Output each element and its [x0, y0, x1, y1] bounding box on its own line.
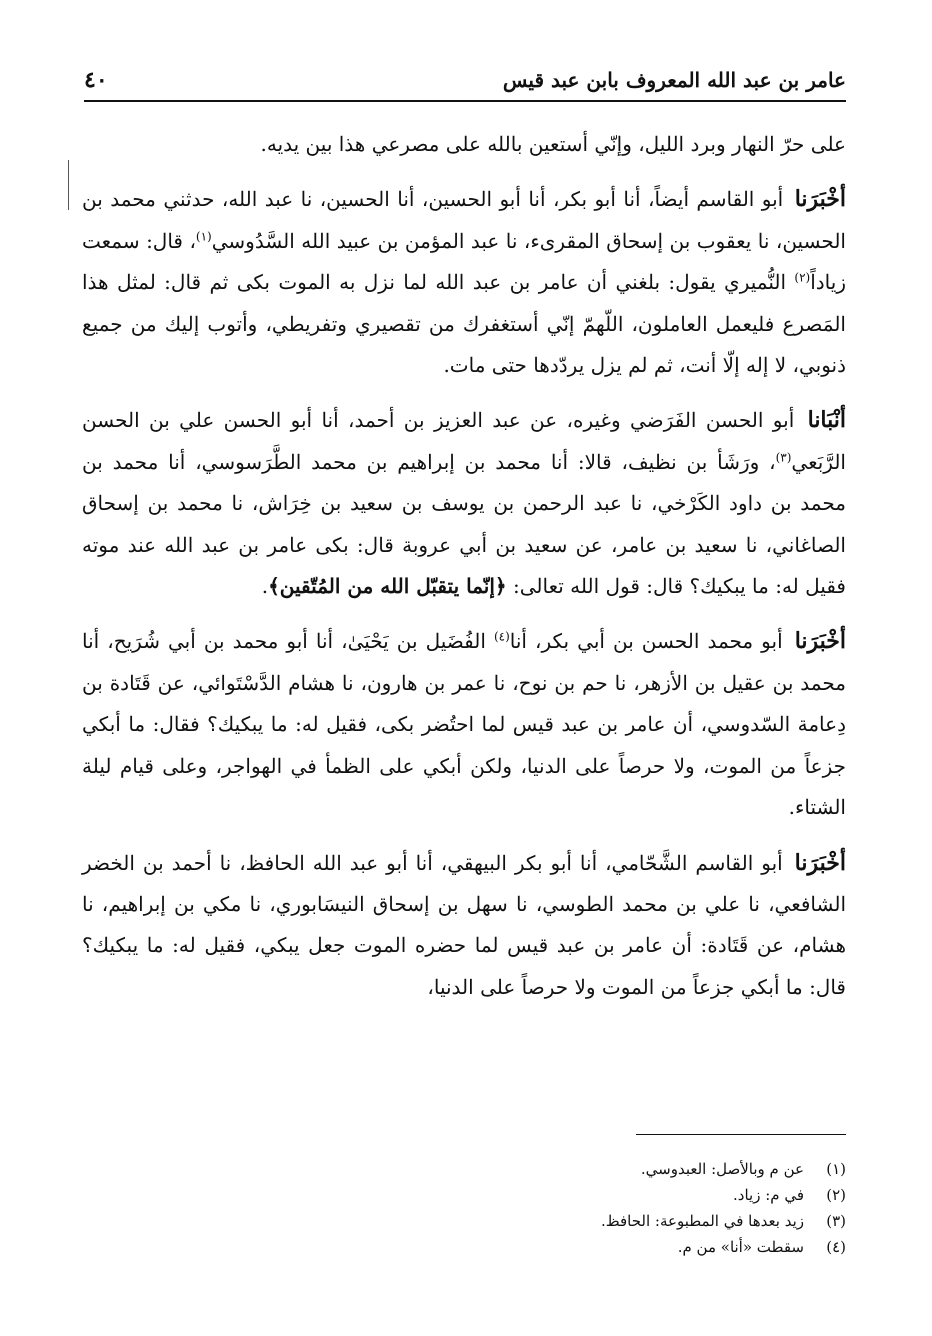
- quran-verse: ﴿إنّما يتقبّل الله من المُتّقين﴾: [268, 574, 507, 599]
- paragraph-text-cont: الفُضَيل بن يَحْيَىٰ، أنا أبو محمد بن أبي شُرَيح، أنا محمد بن عقيل بن الأزهر، نا حم بن نوح، نا عمر بن هارون، نا هشام الدَّسْتَوائي، عن قَتَادة بن دِعامة السّدوسي، أن عامر بن عبد قيس لما احتُضر بكى، فقيل له: ما يبكيك؟ فقال: ما أبكي جزعاً من الموت، ولا حرصاً على الدنيا، ولكن أبكي على الظمأ في الهواجر، وعلى قيام ليلة الشتاء.: [82, 629, 846, 820]
- main-text: [82, 124, 846, 1022]
- paragraph-lead-word: أنْبَانا: [807, 407, 847, 434]
- footnote-separator: [636, 1134, 846, 1135]
- footnote-item: [200, 1234, 846, 1260]
- footnote-text: زيد بعدها في المطبوعة: الحافظ.: [600, 1212, 804, 1230]
- paragraph: [82, 124, 846, 165]
- footnote-text: في م: زياد.: [733, 1186, 804, 1204]
- footnote-ref: (١): [195, 229, 212, 244]
- page-number: ٤٠: [84, 67, 108, 93]
- paragraph-text: أبو القاسم الشَّحّامي، أنا أبو بكر البيهقي، أنا أبو عبد الله الحافظ، نا أحمد بن الخضر الشافعي، نا علي بن محمد الطوسي، نا سهل بن إسحاق النيسَابوري، نا مكي بن إبراهيم، نا هشام، عن قَتَادة: أن عامر بن عبد قيس لما حضره الموت جعل يبكي، فقيل له: ما يبكيك؟ قال: ما أبكي جزعاً من الموت ولا حرصاً على الدنيا،: [82, 850, 846, 999]
- footnote-text: سقطت «أنا» من م.: [677, 1238, 804, 1256]
- footnote-item: [200, 1156, 846, 1182]
- footnotes: [200, 1156, 846, 1260]
- paragraph-lead-word: أخْبَرَنا: [794, 186, 847, 213]
- paragraph-text-cont: ، قال: سمعت زياداً: [82, 228, 846, 295]
- footnote-number: (١): [826, 1160, 846, 1178]
- page-header: [84, 60, 846, 102]
- footnote-number: (٢): [826, 1186, 846, 1204]
- paragraph-text: أبو القاسم أيضاً، أنا أبو بكر، أنا أبو الحسين، أنا الحسين، نا عبد الله، حدثني محمد بن الحسين، نا يعقوب بن إسحاق المقرىء، نا عبد المؤمن بن عبيد الله السَّدُوسي: [82, 187, 846, 253]
- paragraph-text: أبو الحسن الفَرَضي وغيره، عن عبد العزيز بن أحمد، أنا أبو الحسن علي بن الحسن الرَّبَعي: [82, 408, 846, 474]
- paragraph-text-cont: النُّميري يقول: بلغني أن عامر بن عبد الله لما نزل به الموت بكى ثم قال: لمثل هذا المَصرع فليعمل العاملون، اللّهمّ إنّي أستغفرك من تقصيري وتفريطي، وأتوب إليك من جميع ذنوبي، لا إله إلّا أنت، ثم لم يزل يردّدها حتى مات.: [82, 270, 846, 378]
- paragraph: [82, 179, 846, 386]
- running-title: عامر بن عبد الله المعروف بابن عبد قيس: [502, 68, 846, 92]
- paragraph: [82, 843, 846, 1009]
- paragraph: [82, 621, 846, 828]
- footnote-ref: (٤): [493, 629, 510, 644]
- paragraph: [82, 400, 846, 607]
- paragraph-text-cont: ، ورَشَأ بن نظيف، قالا: أنا محمد بن إبراهيم بن محمد الطَّرَسوسي، أنا محمد بن محمد بن داود الكَرْخي، نا عبد الرحمن بن يوسف بن سعيد بن خِرَاش، نا محمد بن إسحاق الصاغاني، نا سعيد بن عامر، عن سعيد بن أبي عروبة قال: بكى عامر بن عبد الله عند موته فقيل له: ما يبكيك؟ قال: قول الله تعالى:: [82, 449, 846, 599]
- paragraph-lead-word: أخْبَرَنا: [794, 628, 847, 655]
- paragraph-text: أبو محمد الحسن بن أبي بكر، أنا: [509, 629, 783, 654]
- paragraph-text-cont: .: [261, 574, 269, 599]
- footnote-text: عن م وبالأصل: العبدوسي.: [640, 1160, 804, 1178]
- footnote-number: (٤): [826, 1238, 846, 1256]
- paragraph-text: على حرّ النهار وبرد الليل، وإنّي أستعين بالله على مصرعي هذا بين يديه.: [260, 132, 846, 156]
- footnote-ref: (٢): [794, 270, 811, 285]
- margin-mark: [68, 160, 69, 210]
- footnote-item: [200, 1182, 846, 1208]
- footnote-item: [200, 1208, 846, 1234]
- paragraph-lead-word: أخْبَرَنا: [794, 849, 846, 876]
- footnote-ref: (٣): [775, 450, 792, 465]
- footnote-number: (٣): [826, 1212, 846, 1230]
